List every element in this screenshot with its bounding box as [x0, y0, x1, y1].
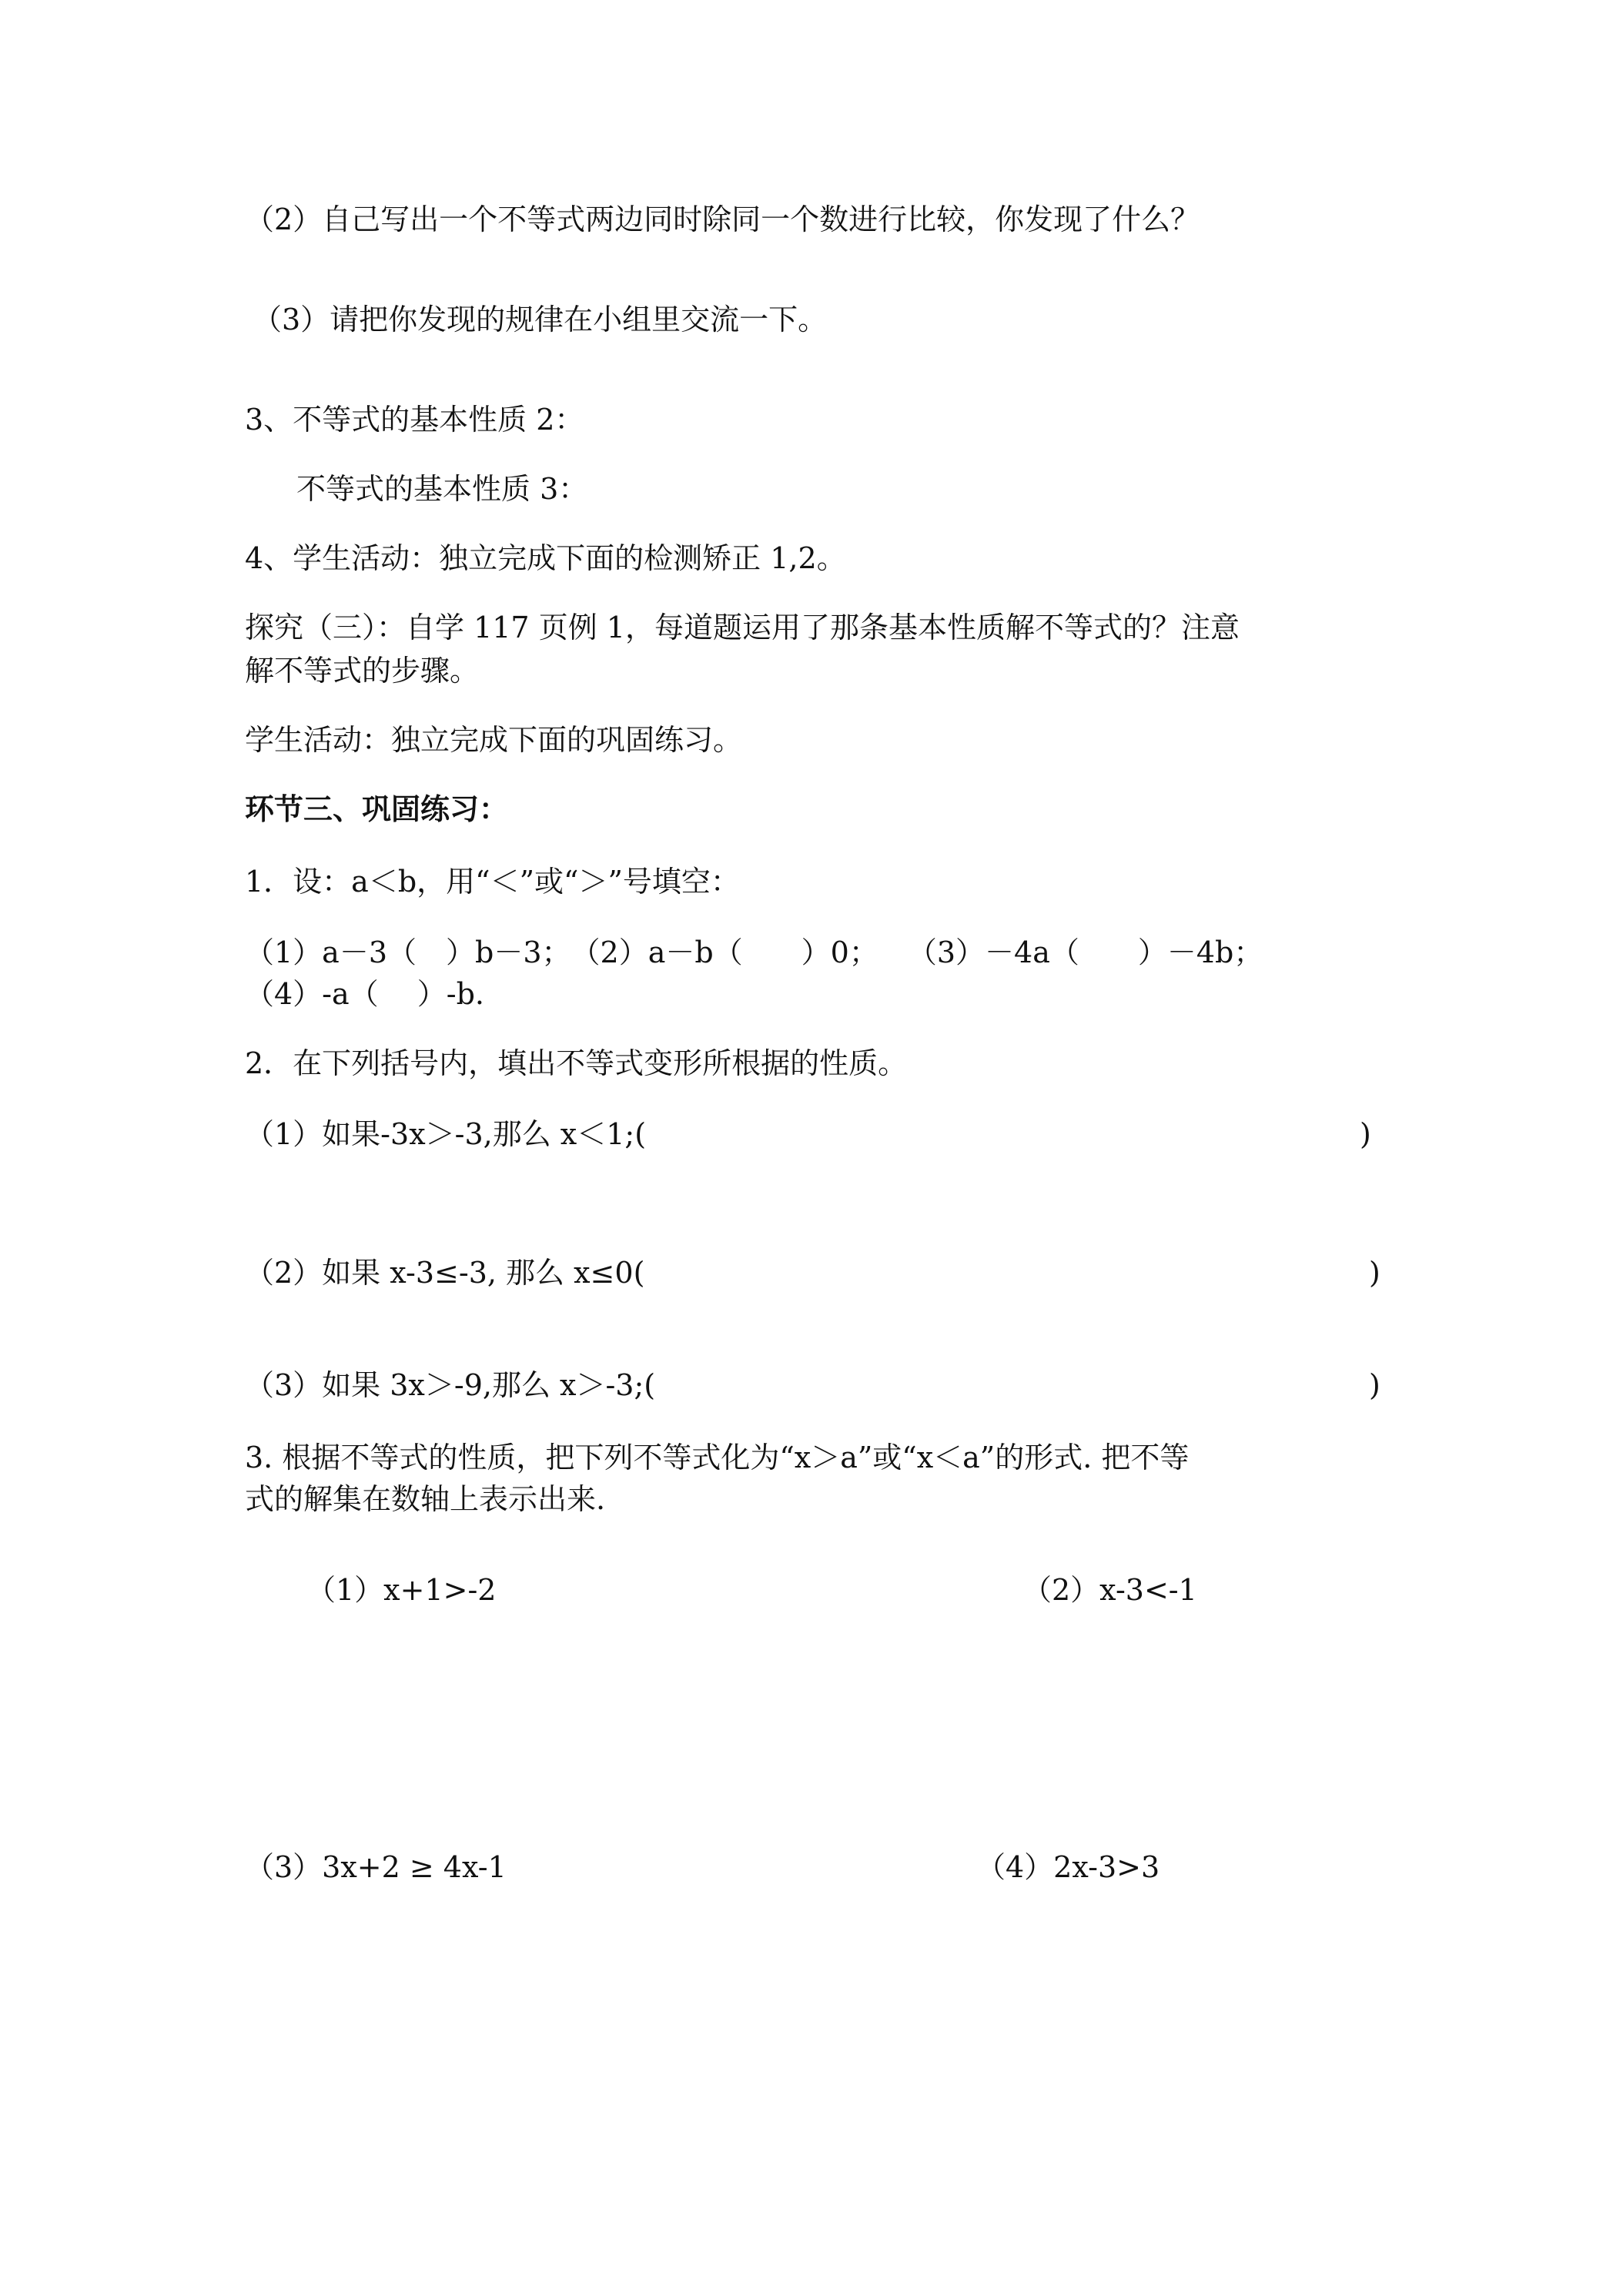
property-3-heading: 不等式的基本性质 3：: [296, 472, 588, 506]
exercise-1-items-row-2: （4）-a（ ）-b.: [245, 977, 484, 1011]
exercise-2-item-3: （3）如果 3x＞-9,那么 x＞-3;(: [245, 1368, 656, 1402]
exercise-3-problem-2: （2）x-3<-1: [1022, 1573, 1197, 1607]
section-three-heading: 环节三、巩固练习：: [245, 792, 509, 826]
explore-three-line-1: 探究（三）：自学 117 页例 1，每道题运用了那条基本性质解不等式的？注意: [245, 611, 1240, 644]
question-2-text: （2）自己写出一个不等式两边同时除同一个数进行比较，你发现了什么？: [245, 202, 1200, 236]
exercise-1-prompt: 1．设：a＜b，用“＜”或“＞”号填空：: [245, 865, 740, 899]
property-2-heading: 3、不等式的基本性质 2：: [245, 403, 584, 437]
exercise-3-prompt-line-2: 式的解集在数轴上表示出来.: [245, 1482, 606, 1516]
exercise-2-item-1: （1）如果-3x＞-3,那么 x＜1;(: [245, 1117, 647, 1151]
exercise-2-item-3-close-paren: ): [1369, 1368, 1380, 1402]
exercise-3-prompt-line-1: 3. 根据不等式的性质，把下列不等式化为“x＞a”或“x＜a”的形式. 把不等: [245, 1441, 1190, 1474]
question-3-text: （3）请把你发现的规律在小组里交流一下。: [253, 303, 828, 336]
exercise-2-item-2: （2）如果 x-3≤-3, 那么 x≤0(: [245, 1256, 645, 1290]
exercise-2-item-2-close-paren: ): [1369, 1256, 1380, 1290]
exercise-2-item-1-close-paren: ): [1360, 1117, 1371, 1151]
student-activity-2: 学生活动：独立完成下面的巩固练习。: [245, 723, 743, 757]
exercise-2-prompt: 2．在下列括号内，填出不等式变形所根据的性质。: [245, 1046, 908, 1080]
exercise-3-problem-1: （1）x+1>-2: [306, 1573, 497, 1607]
exercise-3-problem-4: （4）2x-3>3: [976, 1850, 1160, 1884]
exercise-1-items-row-1: （1）a－3（ ）b－3； （2）a－b（ ）0； （3）－4a（ ）－4b；: [245, 935, 1263, 969]
explore-three-line-2: 解不等式的步骤。: [245, 654, 480, 688]
exercise-3-problem-3: （3）3x+2 ≥ 4x-1: [245, 1850, 507, 1884]
student-activity-1: 4、学生活动：独立完成下面的检测矫正 1,2。: [245, 541, 846, 575]
